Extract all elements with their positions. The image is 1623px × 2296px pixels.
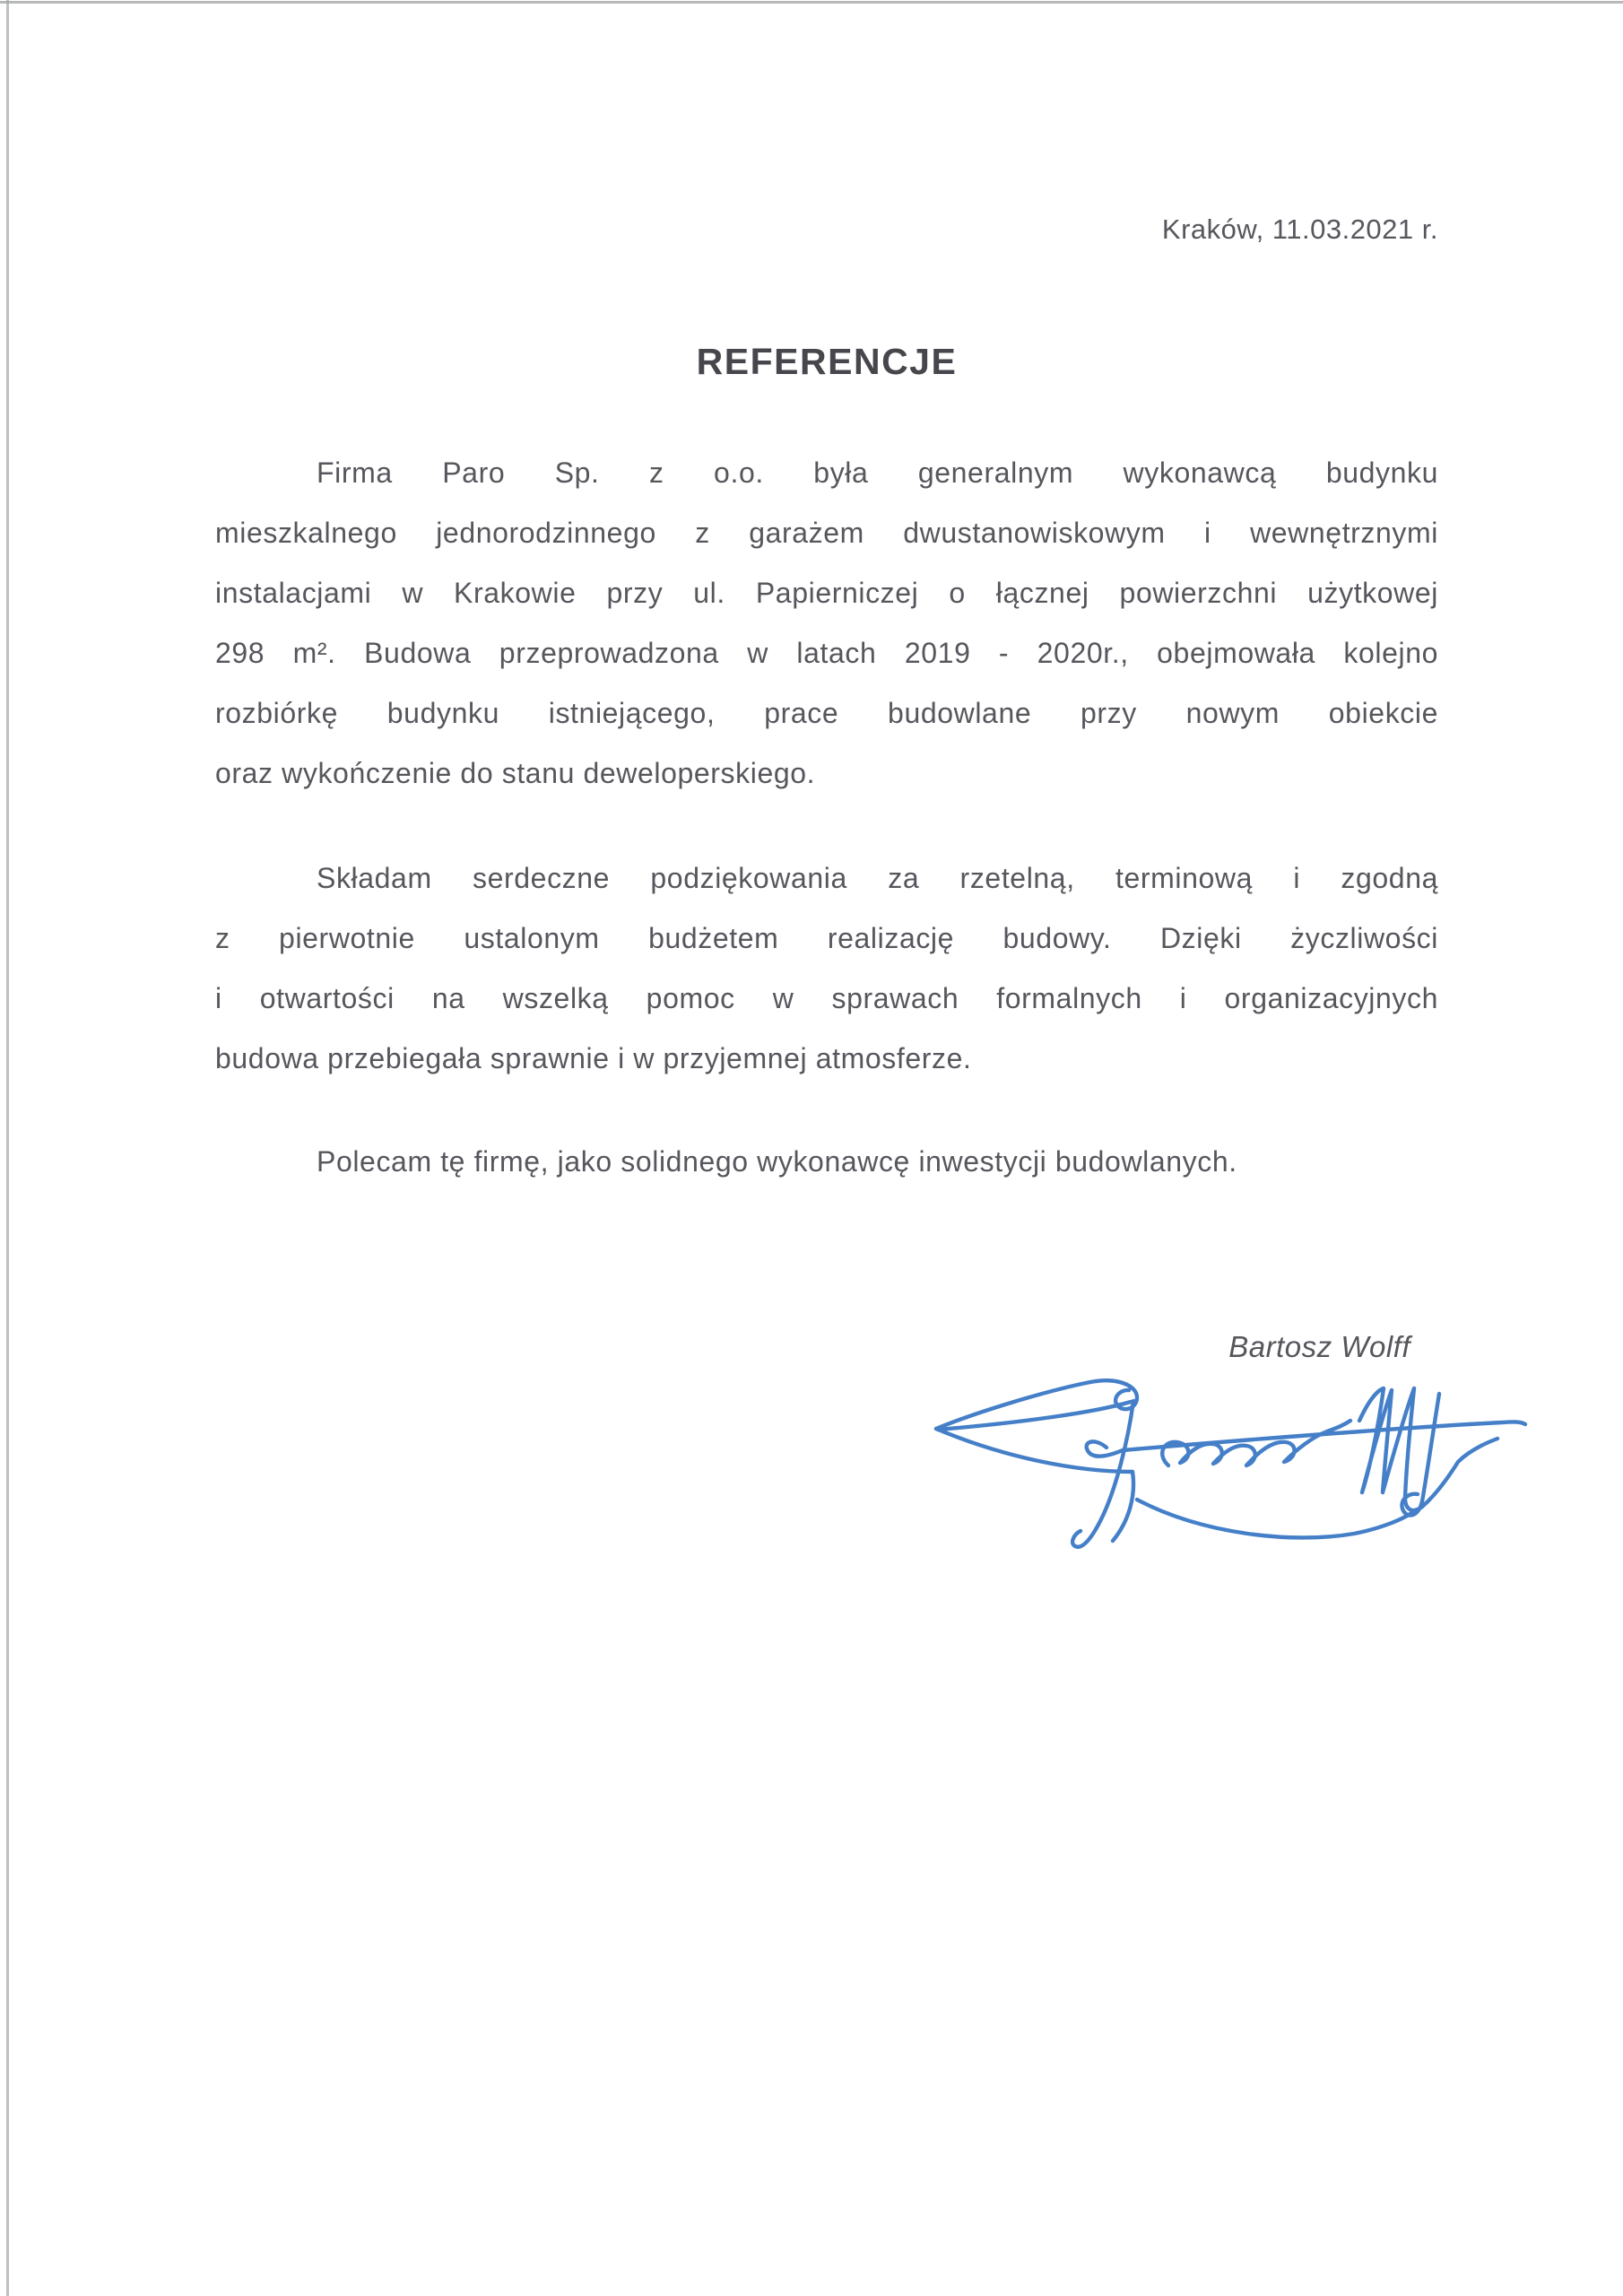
paragraph-line: instalacjami w Krakowie przy ul. Papierniczej o łącznej powierzchni użytkowej [215,577,1438,609]
paragraph-line: oraz wykończenie do stanu deweloperskiego. [215,757,816,789]
signatory-name: Bartosz Wolff [1228,1330,1410,1363]
signature-stroke [936,1380,1137,1429]
paragraph-line: mieszkalnego jednorodzinnego z garażem dwustanowiskowym i wewnętrznymi [215,517,1438,549]
paragraph-line: Polecam tę firmę, jako solidnego wykonawcę inwestycji budowlanych. [317,1145,1237,1178]
paragraph-2 [215,848,1438,1089]
signature-ink-svg [915,1365,1542,1571]
paragraph-3 [215,1132,1438,1192]
signatory-name-block [215,1330,1438,1364]
signature-stroke [1087,1422,1525,1456]
paragraph-line: z pierwotnie ustalonym budżetem realizację budowy. Dzięki życzliwości [215,922,1438,954]
paragraph-line: i otwartości na wszelką pomoc w sprawach formalnych i organizacyjnych [215,982,1438,1014]
paragraph-line: Składam serdeczne podziękowania za rzetelną, terminową i zgodną [317,862,1438,894]
paragraph-line: Firma Paro Sp. z o.o. była generalnym wykonawcą budynku [317,457,1438,489]
signature-stroke [1137,1500,1417,1537]
document-title: REFERENCJE [696,341,958,382]
paragraph-line: rozbiórkę budynku istniejącego, prace budowlane przy nowym obiekcie [215,697,1438,729]
date-line: Kraków, 11.03.2021 r. [1161,213,1438,245]
paragraph-line: budowa przebiegała sprawnie i w przyjemnej atmosferze. [215,1042,972,1074]
scan-edge-top-line [0,1,1623,4]
paragraph-line: 298 m². Budowa przeprowadzona w latach 2019 - 2020r., obejmowała kolejno [215,637,1438,669]
signature-stroke [936,1429,1133,1472]
signature-stroke [1359,1388,1497,1510]
handwritten-signature [915,1365,1542,1571]
scan-edge-left-line [6,0,9,2296]
paragraph-1 [215,443,1438,804]
